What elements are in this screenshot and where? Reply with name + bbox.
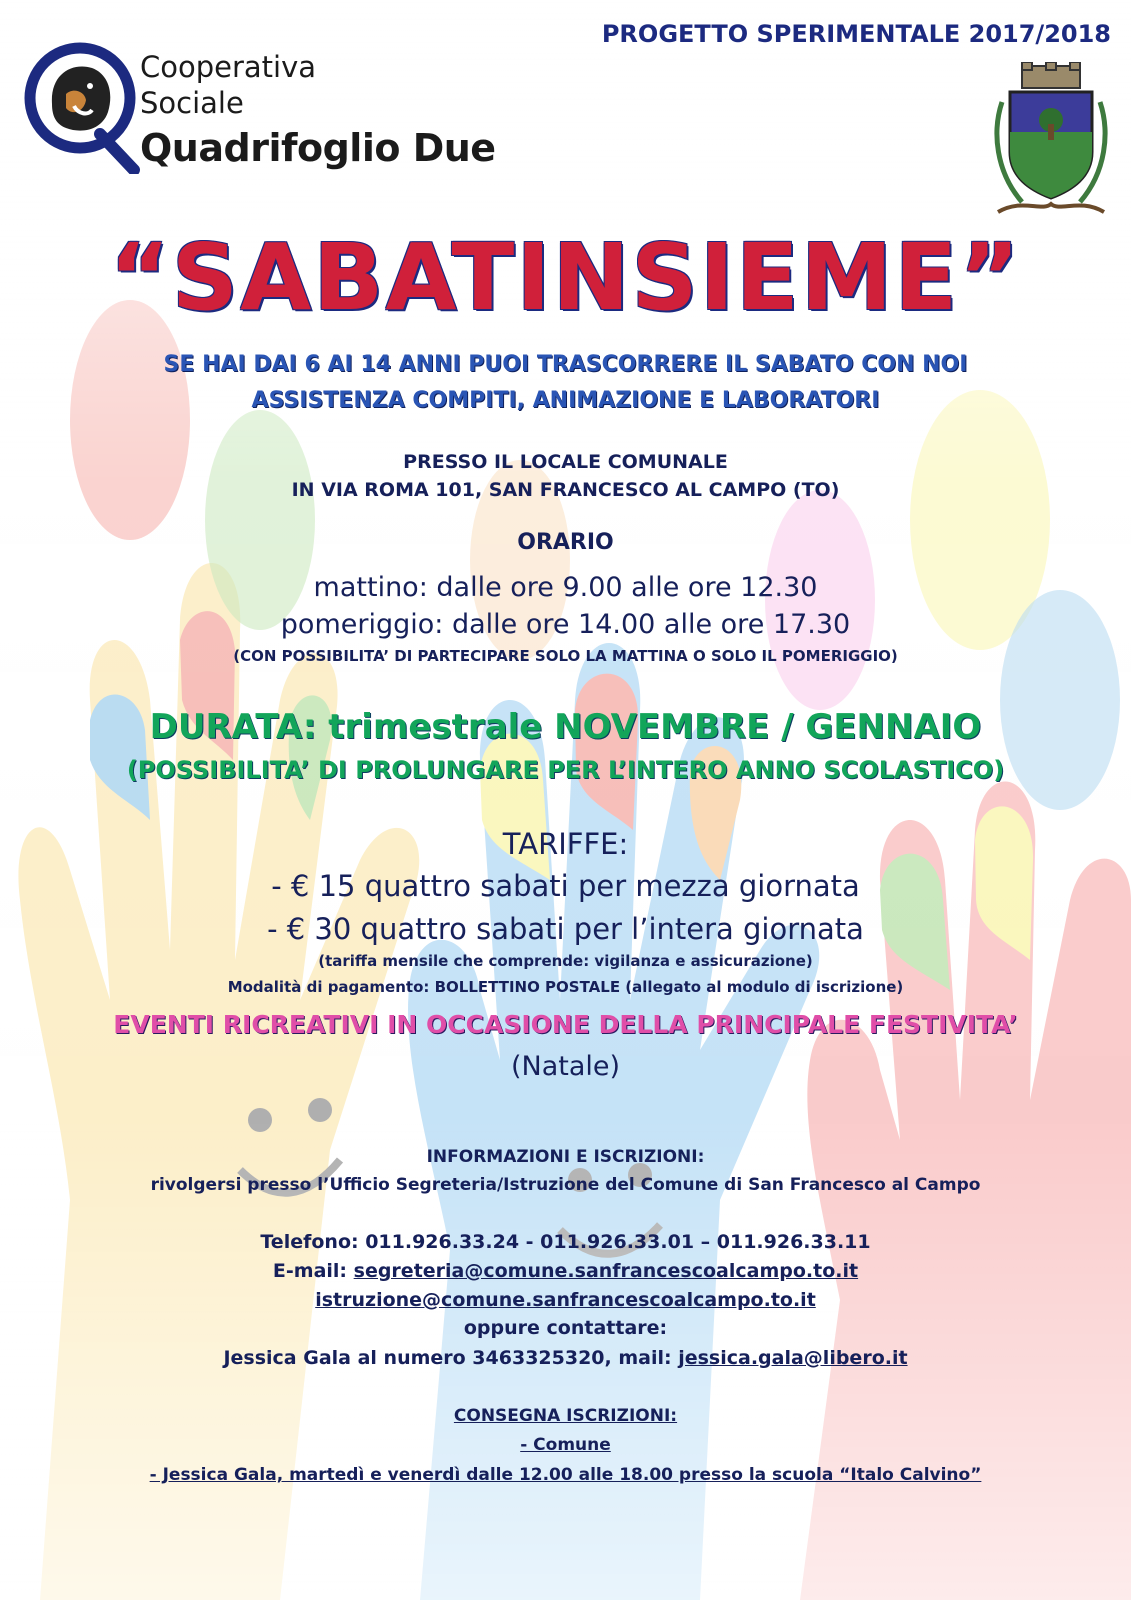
info-phone: Telefono: 011.926.33.24 - 011.926.33.01 – 011.926.33.11 [260,1231,871,1253]
schedule-afternoon: pomeriggio: dalle ore 14.00 alle ore 17.30 [280,609,851,640]
contact-email-link[interactable]: jessica.gala@libero.it [678,1347,908,1369]
delivery-heading: CONSEGNA ISCRIZIONI: [453,1406,678,1426]
events-note: (Natale) [510,1051,621,1082]
logo-line-cooperativa: Cooperativa [140,50,317,84]
schedule-heading: ORARIO [517,530,614,555]
fees-heading: TARIFFE: [502,827,629,861]
dog-q-logo-icon [22,34,142,174]
duration-main: DURATA: trimestrale NOVEMBRE / GENNAIO [149,707,982,747]
info-text: rivolgersi presso l’Ufficio Segreteria/Istruzione del Comune di San Francesco al Campo [150,1175,981,1195]
fee-full-day: - € 30 quattro sabati per l’intera giornata [267,912,864,946]
info-or-contact: oppure contattare: [463,1317,668,1339]
cooperative-logo [22,34,522,184]
location-line-2: IN VIA ROMA 101, SAN FRANCESCO AL CAMPO (TO) [291,479,840,501]
email-istruzione-row [0,1289,1131,1311]
info-heading: INFORMAZIONI E ISCRIZIONI: [426,1147,705,1167]
email-segreteria-link[interactable]: segreteria@comune.sanfrancescoalcampo.to.it [353,1260,859,1282]
info-contact-row [0,1347,1131,1369]
location-line-1: PRESSO IL LOCALE COMUNALE [403,451,728,473]
page-title: “SABATINSIEME” [109,224,1022,331]
fees-note: (tariffa mensile che comprende: vigilanza e assicurazione) [318,952,813,970]
email-istruzione-link[interactable]: istruzione@comune.sanfrancescoalcampo.to.it [315,1289,816,1311]
email-label: E-mail: [272,1260,354,1282]
logo-line-sociale: Sociale [140,86,244,120]
subtitle-age: SE HAI DAI 6 AI 14 ANNI PUOI TRASCORRERE IL SABATO CON NOI [163,352,968,377]
schedule-note: (CON POSSIBILITA’ DI PARTECIPARE SOLO LA MATTINA O SOLO IL POMERIGGIO) [233,647,898,665]
delivery-item-comune: - Comune [520,1435,611,1455]
municipal-crest-icon [992,62,1110,220]
delivery-item-jessica: - Jessica Gala, martedì e venerdì dalle 12.00 alle 18.00 presso la scuola “Italo Calvino” [149,1465,982,1485]
contact-text: Jessica Gala al numero 3463325320, mail: [223,1347,679,1369]
subtitle-activities: ASSISTENZA COMPITI, ANIMAZIONE E LABORATORI [251,388,880,413]
schedule-morning: mattino: dalle ore 9.00 alle ore 12.30 [313,572,818,603]
info-email-row [0,1260,1131,1282]
events-main: EVENTI RICREATIVI IN OCCASIONE DELLA PRINCIPALE FESTIVITA’ [113,1010,1018,1039]
payment-method: Modalità di pagamento: BOLLETTINO POSTALE (allegato al modulo di iscrizione) [227,978,904,996]
logo-line-name: Quadrifoglio Due [140,126,496,170]
duration-note: (POSSIBILITA’ DI PROLUNGARE PER L’INTERO ANNO SCOLASTICO) [126,756,1005,784]
project-label: PROGETTO SPERIMENTALE 2017/2018 [601,20,1111,48]
fee-half-day: - € 15 quattro sabati per mezza giornata [271,869,860,903]
